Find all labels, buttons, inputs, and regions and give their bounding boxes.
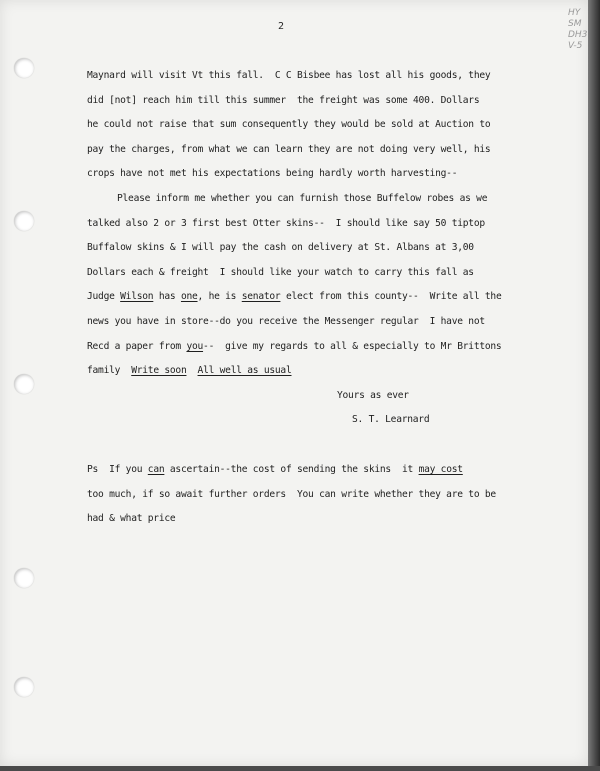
text-run: Recd a paper from xyxy=(87,340,187,352)
text-line: crops have not met his expectations being hardly worth harvesting-- xyxy=(87,168,458,180)
text-line: Please inform me whether you can furnish those Buffelow robes as we xyxy=(117,192,488,204)
text-run: family xyxy=(87,365,132,377)
text-line xyxy=(87,458,567,483)
text-line: Buffalow skins & I will pay the cash on delivery at St. Albans at 3,00 xyxy=(87,242,474,254)
underlined-word: Wilson xyxy=(120,291,154,303)
text-line: too much, if so await further orders You can write whether they are to be xyxy=(87,488,496,500)
margin-note: SM xyxy=(568,19,582,29)
page-number: 2 xyxy=(278,21,285,32)
text-run xyxy=(186,365,197,376)
text-run: , he is xyxy=(197,291,242,303)
closing: Yours as ever xyxy=(337,389,409,401)
text-line xyxy=(87,359,567,384)
text-line: had & what price xyxy=(87,513,176,525)
text-run: has xyxy=(153,291,181,303)
text-run: -- give my regards to all & especially to Mr Brittons xyxy=(203,340,502,352)
text-run: Ps If you xyxy=(87,463,148,475)
underlined-word: may cost xyxy=(418,463,463,475)
text-line xyxy=(87,285,567,310)
punch-hole xyxy=(14,568,34,588)
text-line: he could not raise that sum consequently they would be sold at Auction to xyxy=(87,119,491,131)
text-line: did [not] reach him till this summer the freight was some 400. Dollars xyxy=(87,94,480,106)
letter-body xyxy=(87,64,567,532)
text-run: elect from this county-- Write all the xyxy=(280,291,502,303)
underlined-word: All well as usual xyxy=(197,365,292,377)
text-run: Judge xyxy=(87,291,121,303)
text-line xyxy=(87,335,567,360)
text-line: Dollars each & freight I should like your watch to carry this fall as xyxy=(87,266,474,278)
text-line: pay the charges, from what we can learn they are not doing very well, his xyxy=(87,143,491,155)
punch-hole xyxy=(14,374,34,394)
underlined-word: senator xyxy=(241,291,281,303)
text-line: news you have in store--do you receive the Messenger regular I have not xyxy=(87,315,485,327)
page-edge-shadow xyxy=(588,0,600,771)
margin-note: V-5 xyxy=(568,41,583,51)
text-line: Maynard will visit Vt this fall. C C Bisbee has lost all his goods, they xyxy=(87,70,491,81)
underlined-word: you xyxy=(186,340,204,352)
punch-hole xyxy=(14,211,34,231)
page-edge-shadow xyxy=(0,766,600,771)
text-run: ascertain--the cost of sending the skins it xyxy=(164,463,419,475)
underlined-word: Write soon xyxy=(131,365,187,377)
text-line: talked also 2 or 3 first best Otter skins-- I should like say 50 tiptop xyxy=(87,217,485,229)
margin-note: DH3 xyxy=(568,30,588,40)
punch-hole xyxy=(14,58,34,78)
signature: S. T. Learnard xyxy=(352,414,430,426)
underlined-word: one xyxy=(180,291,198,303)
punch-hole xyxy=(14,677,34,697)
underlined-word: can xyxy=(147,463,165,475)
margin-note: HY xyxy=(568,8,581,18)
